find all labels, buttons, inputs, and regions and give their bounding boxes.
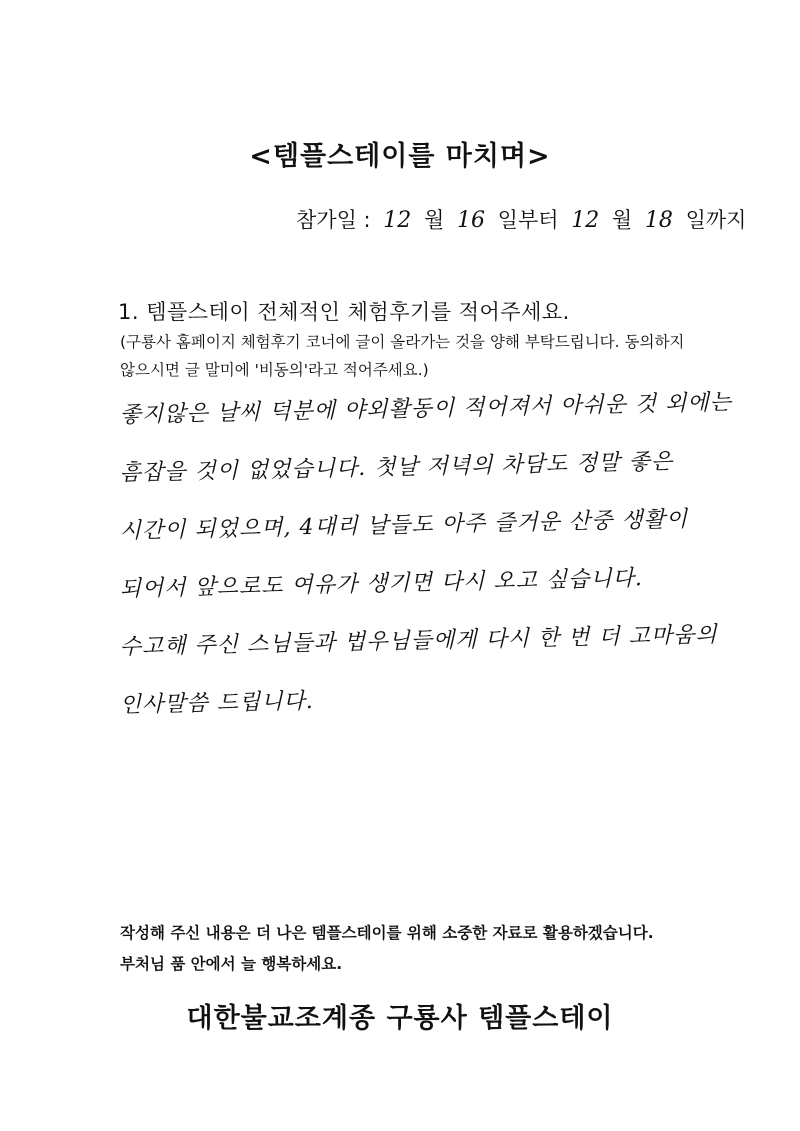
handwritten-answer bbox=[119, 390, 733, 746]
handwritten-line: 좋지않은 날씨 덕분에 야외활동이 적어져서 아쉬운 것 외에는 bbox=[119, 390, 733, 428]
handwritten-line: 되어서 앞으로도 여유가 생기면 다시 오고 싶습니다. bbox=[119, 566, 644, 602]
day-suffix-until: 일까지 bbox=[685, 208, 747, 232]
consent-note: (구룡사 홈페이지 체험후기 코너에 글이 올라가는 것을 양해 부탁드립니다. 동의하지 않으시면 글 말미에 '비동의'라고 적어주세요.) bbox=[120, 333, 685, 379]
handwritten-line: 수고해 주신 스님들과 법우님들에게 다시 한 번 더 고마움의 bbox=[119, 622, 718, 660]
end-month: 12 bbox=[571, 208, 600, 233]
closing-line: 부처님 품 안에서 늘 행복하세요. bbox=[120, 955, 343, 973]
organization-name: 대한불교조계종 구룡사 템플스테이 bbox=[186, 1003, 614, 1034]
start-month: 12 bbox=[383, 208, 412, 233]
day-suffix-from: 일부터 bbox=[497, 208, 559, 232]
handwritten-line: 흠잡을 것이 없었습니다. 첫날 저녁의 차담도 정말 좋은 bbox=[119, 449, 674, 486]
month-suffix: 월 bbox=[611, 208, 633, 232]
handwritten-line: 시간이 되었으며, 4대리 날들도 아주 즐거운 산중 생활이 bbox=[119, 507, 689, 544]
closing-message bbox=[120, 918, 654, 980]
start-day: 16 bbox=[456, 208, 485, 233]
closing-line: 작성해 주신 내용은 더 나은 템플스테이를 위해 소중한 자료로 활용하겠습니다. bbox=[120, 924, 654, 942]
question-heading: 1. 템플스테이 전체적인 체험후기를 적어주세요. bbox=[118, 300, 570, 324]
end-day: 18 bbox=[644, 208, 673, 233]
participation-dates bbox=[296, 204, 746, 234]
page-title: <템플스테이를 마치며> bbox=[249, 141, 551, 172]
handwritten-line: 인사말씀 드립니다. bbox=[119, 688, 314, 718]
participation-label: 참가일 : bbox=[296, 208, 371, 232]
month-suffix: 월 bbox=[423, 208, 445, 232]
